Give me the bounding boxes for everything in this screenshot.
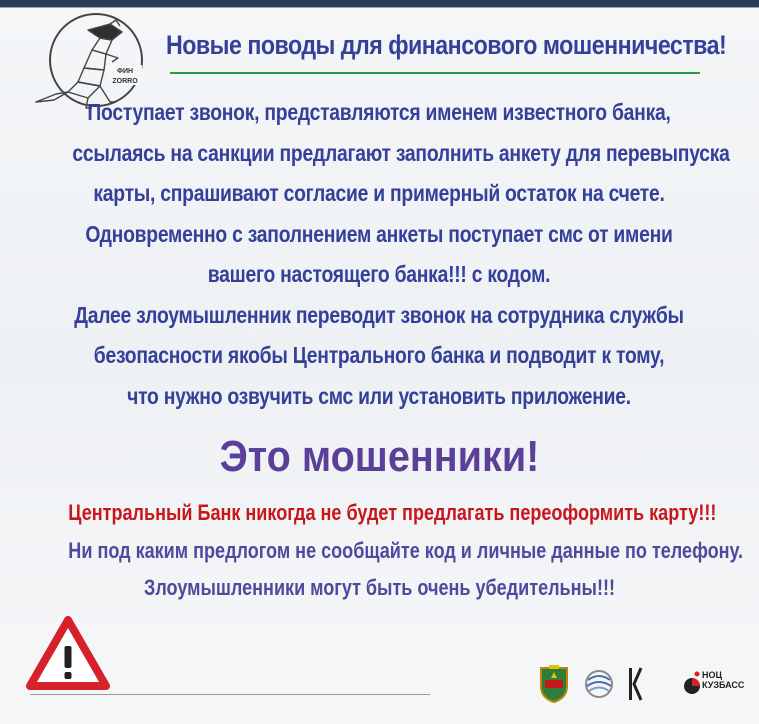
- logo-line1: ФИН: [116, 68, 134, 75]
- body-line: вашего настоящего банка!!! с кодом.: [207, 261, 551, 287]
- noc-line1: НОЦ: [702, 670, 723, 680]
- warning-triangle-icon: [26, 616, 110, 692]
- coat-of-arms-icon: [537, 664, 571, 704]
- top-bar: [0, 0, 759, 7]
- body-line: ссылаясь на санкции предлагают заполнить анкету для перевыпуска: [72, 139, 730, 166]
- body-line: карты, спрашивают согласие и примерный остаток на счете.: [93, 180, 665, 206]
- top-bar-edge: [0, 7, 759, 8]
- title-underline: [170, 72, 700, 74]
- noc-line2: КУЗБАСС: [702, 680, 745, 690]
- warning-red: Центральный Банк никогда не будет предлагать переоформить карту!!!: [68, 500, 717, 525]
- body-line: безопасности якобы Центрального банка и подводит к тому,: [93, 342, 665, 368]
- logo-line2: ZORRO: [112, 78, 138, 85]
- headline: Это мошенники!: [219, 432, 540, 481]
- warning-line-2: Ни под каким предлогом не сообщайте код и личные данные по телефону.: [68, 538, 743, 563]
- body-text: [14, 92, 744, 416]
- body-line: Одновременно с заполнением анкеты поступает смс от имени: [85, 220, 673, 247]
- bottom-divider: [30, 694, 430, 695]
- body-line: что нужно озвучить смс или установить приложение.: [127, 382, 631, 409]
- body-line: Далее злоумышленник переводит звонок на сотрудника службы: [74, 301, 684, 328]
- globe-logo-icon: [582, 668, 616, 700]
- warning-line-3: Злоумышленники могут быть очень убедительны!!!: [144, 575, 615, 600]
- noc-logo-icon: [682, 664, 744, 704]
- page-title: Новые поводы для финансового мошенничества!: [166, 30, 727, 60]
- university-logo-icon: [626, 664, 674, 704]
- body-line: Поступает звонок, представляются именем известного банка,: [87, 99, 671, 125]
